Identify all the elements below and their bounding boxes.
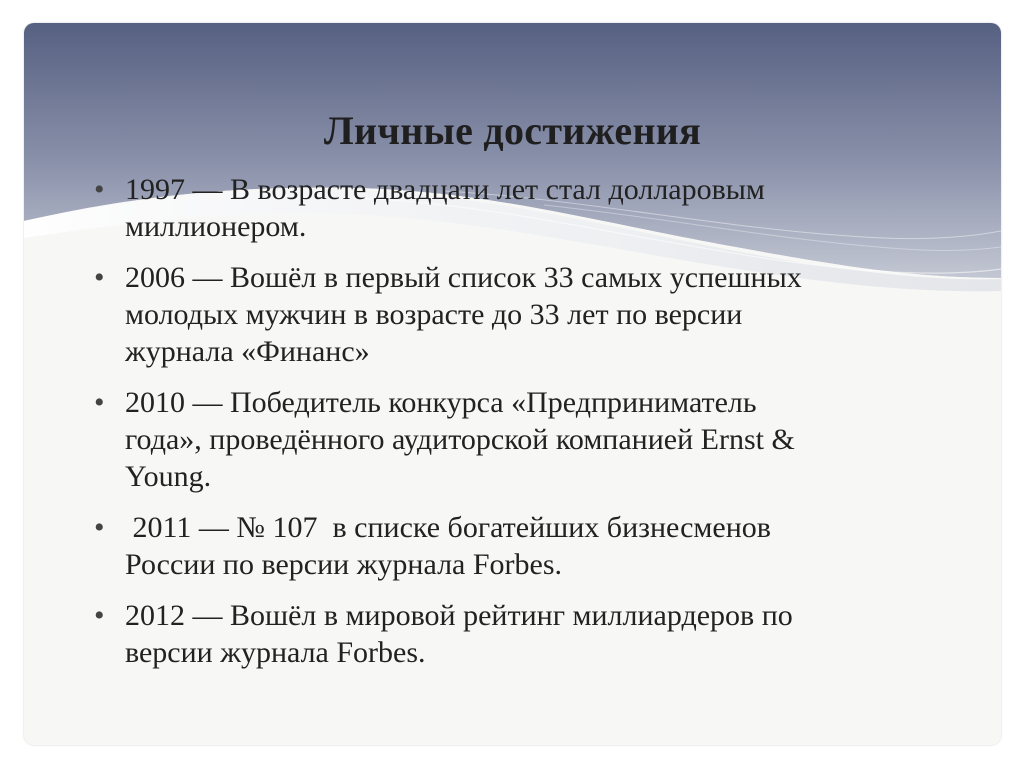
- item-line: 2011 — № 107 в списке богатейших бизнесменов: [125, 511, 771, 544]
- item-line: молодых мужчин в возрасте до 33 лет по версии: [125, 298, 743, 331]
- item-line: России по версии журнала Forbes.: [125, 548, 563, 581]
- item-line: версии журнала Forbes.: [125, 636, 426, 669]
- list-item: [94, 509, 914, 583]
- achievements-list: [94, 171, 914, 685]
- bullet-icon: •: [94, 386, 105, 419]
- item-line: миллионером.: [125, 210, 307, 243]
- item-line: 1997 — В возрасте двадцати лет стал долларовым: [125, 173, 765, 206]
- item-line: года», проведённого аудиторской компанией Ernst &: [125, 423, 795, 456]
- list-item: [94, 597, 914, 671]
- list-item: [94, 384, 914, 495]
- list-item: [94, 259, 914, 370]
- item-line: 2010 — Победитель конкурса «Предприниматель: [125, 386, 757, 419]
- item-line: Young.: [125, 460, 212, 493]
- item-line: 2006 — Вошёл в первый список 33 самых успешных: [125, 261, 802, 294]
- item-line: 2012 — Вошёл в мировой рейтинг миллиардеров по: [125, 599, 793, 632]
- bullet-icon: •: [94, 599, 105, 632]
- bullet-icon: •: [94, 261, 105, 294]
- bullet-icon: •: [94, 173, 105, 206]
- bullet-icon: •: [94, 511, 105, 544]
- slide: [24, 23, 1001, 745]
- item-line: журнала «Финанс»: [125, 335, 370, 368]
- list-item: [94, 171, 914, 245]
- slide-title: Личные достижения: [323, 108, 702, 153]
